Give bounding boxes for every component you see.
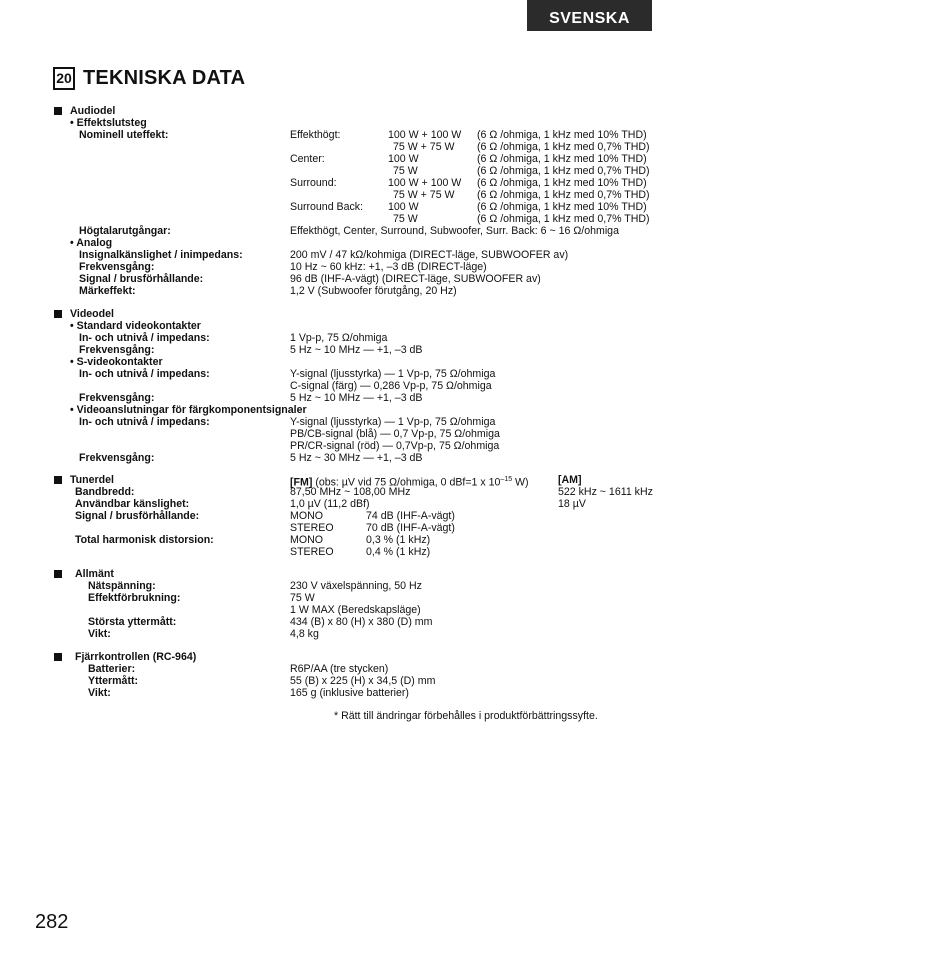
power-channel: Surround: — [290, 177, 337, 189]
power-channel: Surround Back: — [290, 201, 364, 213]
spec-value: 434 (B) x 80 (H) x 380 (D) mm — [290, 616, 433, 628]
spec-label: In- och utnivå / impedans: — [79, 368, 210, 380]
spec-value: 1,2 V (Subwoofer förutgång, 20 Hz) — [290, 285, 457, 297]
speaker-output-label: Högtalarutgångar: — [79, 225, 171, 237]
spec-label: Batterier: — [88, 663, 136, 675]
power-value: 100 W — [388, 201, 419, 213]
power-value: 100 W + 100 W — [388, 129, 462, 141]
power-value: 75 W — [393, 213, 418, 225]
mode-label: MONO — [290, 510, 323, 522]
spec-value: 5 Hz ~ 10 MHz — +1, –3 dB — [290, 392, 423, 404]
speaker-output-value: Effekthögt, Center, Surround, Subwoofer, Surr. Back: 6 ~ 16 Ω/ohmiga — [290, 225, 619, 237]
spec-label: Största yttermått: — [88, 616, 177, 628]
spec-value: 75 W — [290, 592, 315, 604]
std-video-subheading: • Standard videokontakter — [70, 320, 201, 332]
spec-value: 74 dB (IHF-A-vägt) — [366, 510, 455, 522]
bullet-square-icon — [54, 310, 62, 318]
page-number: 282 — [35, 911, 69, 933]
power-value: 75 W + 75 W — [393, 141, 455, 153]
power-condition: (6 Ω /ohmiga, 1 kHz med 10% THD) — [477, 129, 647, 141]
spec-label: Frekvensgång: — [79, 344, 155, 356]
tuner-heading: Tunerdel — [70, 474, 114, 486]
rated-output-label: Nominell uteffekt: — [79, 129, 169, 141]
spec-value: 230 V växelspänning, 50 Hz — [290, 580, 422, 592]
remote-heading: Fjärrkontrollen (RC-964) — [75, 651, 197, 663]
spec-value: C-signal (färg) — 0,286 Vp-p, 75 Ω/ohmiga — [290, 380, 492, 392]
spec-value: 0,4 % (1 kHz) — [366, 546, 431, 558]
bullet-square-icon — [54, 570, 62, 578]
spec-value: 18 µV — [558, 498, 586, 510]
component-subheading: • Videoanslutningar för färgkomponentsignaler — [70, 404, 307, 416]
spec-value: 87,50 MHz ~ 108,00 MHz — [290, 486, 411, 498]
spec-label: Märkeffekt: — [79, 285, 136, 297]
spec-value: 55 (B) x 225 (H) x 34,5 (D) mm — [290, 675, 436, 687]
spec-label: Effektförbrukning: — [88, 592, 181, 604]
spec-value: PB/CB-signal (blå) — 0,7 Vp-p, 75 Ω/ohmiga — [290, 428, 500, 440]
mode-label: STEREO — [290, 546, 334, 558]
power-value: 75 W — [393, 165, 418, 177]
spec-label: Vikt: — [88, 687, 111, 699]
spec-label: In- och utnivå / impedans: — [79, 332, 210, 344]
power-condition: (6 Ω /ohmiga, 1 kHz med 0,7% THD) — [477, 165, 650, 177]
spec-value: 96 dB (IHF-A-vägt) (DIRECT-läge, SUBWOOFER av) — [290, 273, 541, 285]
fm-note: (obs: µV vid 75 Ω/ohmiga, 0 dBf=1 x 10 — [315, 476, 501, 489]
spec-label: Yttermått: — [88, 675, 139, 687]
bullet-square-icon — [54, 653, 62, 661]
spec-value: 10 Hz ~ 60 kHz: +1, –3 dB (DIRECT-läge) — [290, 261, 487, 273]
power-condition: (6 Ω /ohmiga, 1 kHz med 10% THD) — [477, 201, 647, 213]
spec-value: 1,0 µV (11,2 dBf) — [290, 498, 370, 510]
power-condition: (6 Ω /ohmiga, 1 kHz med 0,7% THD) — [477, 189, 650, 201]
power-condition: (6 Ω /ohmiga, 1 kHz med 0,7% THD) — [477, 141, 650, 153]
spec-label: In- och utnivå / impedans: — [79, 416, 210, 428]
power-value: 75 W + 75 W — [393, 189, 455, 201]
spec-value: 70 dB (IHF-A-vägt) — [366, 522, 455, 534]
spec-label: Nätspänning: — [88, 580, 156, 592]
spec-value: PR/CR-signal (röd) — 0,7Vp-p, 75 Ω/ohmiga — [290, 440, 500, 452]
section-number: 20 — [53, 67, 75, 90]
fm-note-end: W) — [512, 476, 529, 489]
spec-value: 522 kHz ~ 1611 kHz — [558, 486, 653, 498]
spec-label: Användbar känslighet: — [75, 498, 190, 510]
bullet-square-icon — [54, 476, 62, 484]
spec-value: 200 mV / 47 kΩ/kohmiga (DIRECT-läge, SUBWOOFER av) — [290, 249, 569, 261]
footnote: * Rätt till ändringar förbehålles i produktförbättringssyfte. — [334, 710, 598, 722]
s-video-subheading: • S-videokontakter — [70, 356, 163, 368]
spec-label: Frekvensgång: — [79, 452, 155, 464]
power-condition: (6 Ω /ohmiga, 1 kHz med 0,7% THD) — [477, 213, 650, 225]
spec-value: 1 Vp-p, 75 Ω/ohmiga — [290, 332, 388, 344]
spec-label: Signal / brusförhållande: — [79, 273, 204, 285]
spec-value: Y-signal (ljusstyrka) — 1 Vp-p, 75 Ω/ohmiga — [290, 416, 496, 428]
power-channel: Effekthögt: — [290, 129, 341, 141]
general-heading: Allmänt — [75, 568, 114, 580]
section-heading — [53, 66, 245, 90]
spec-value: 0,3 % (1 kHz) — [366, 534, 431, 546]
spec-label: Frekvensgång: — [79, 261, 155, 273]
power-value: 100 W + 100 W — [388, 177, 462, 189]
spec-value: R6P/AA (tre stycken) — [290, 663, 389, 675]
spec-value: 1 W MAX (Beredskapsläge) — [290, 604, 421, 616]
audio-heading: Audiodel — [70, 105, 116, 117]
fm-tag: [FM] — [290, 476, 313, 489]
spec-label: Total harmonisk distorsion: — [75, 534, 214, 546]
spec-value: Y-signal (ljusstyrka) — 1 Vp-p, 75 Ω/ohmiga — [290, 368, 496, 380]
spec-label: Frekvensgång: — [79, 392, 155, 404]
mode-label: STEREO — [290, 522, 334, 534]
spec-value: 5 Hz ~ 30 MHz — +1, –3 dB — [290, 452, 423, 464]
video-heading: Videodel — [70, 308, 114, 320]
spec-label: Insignalkänslighet / inimpedans: — [79, 249, 243, 261]
am-tag: [AM] — [558, 474, 582, 486]
power-condition: (6 Ω /ohmiga, 1 kHz med 10% THD) — [477, 153, 647, 165]
fm-note-exponent: –15 — [500, 476, 513, 483]
amp-subheading: • Effektslutsteg — [70, 117, 147, 129]
spec-value: 4,8 kg — [290, 628, 319, 640]
spec-value: 165 g (inklusive batterier) — [290, 687, 409, 699]
power-value: 100 W — [388, 153, 419, 165]
spec-label: Vikt: — [88, 628, 111, 640]
page-title: TEKNISKA DATA — [83, 66, 246, 89]
spec-value: 5 Hz ~ 10 MHz — +1, –3 dB — [290, 344, 423, 356]
mode-label: MONO — [290, 534, 323, 546]
spec-label: Bandbredd: — [75, 486, 135, 498]
power-condition: (6 Ω /ohmiga, 1 kHz med 10% THD) — [477, 177, 647, 189]
language-tab: SVENSKA — [527, 0, 652, 31]
analog-subheading: • Analog — [70, 237, 113, 249]
power-channel: Center: — [290, 153, 325, 165]
bullet-square-icon — [54, 107, 62, 115]
spec-label: Signal / brusförhållande: — [75, 510, 200, 522]
